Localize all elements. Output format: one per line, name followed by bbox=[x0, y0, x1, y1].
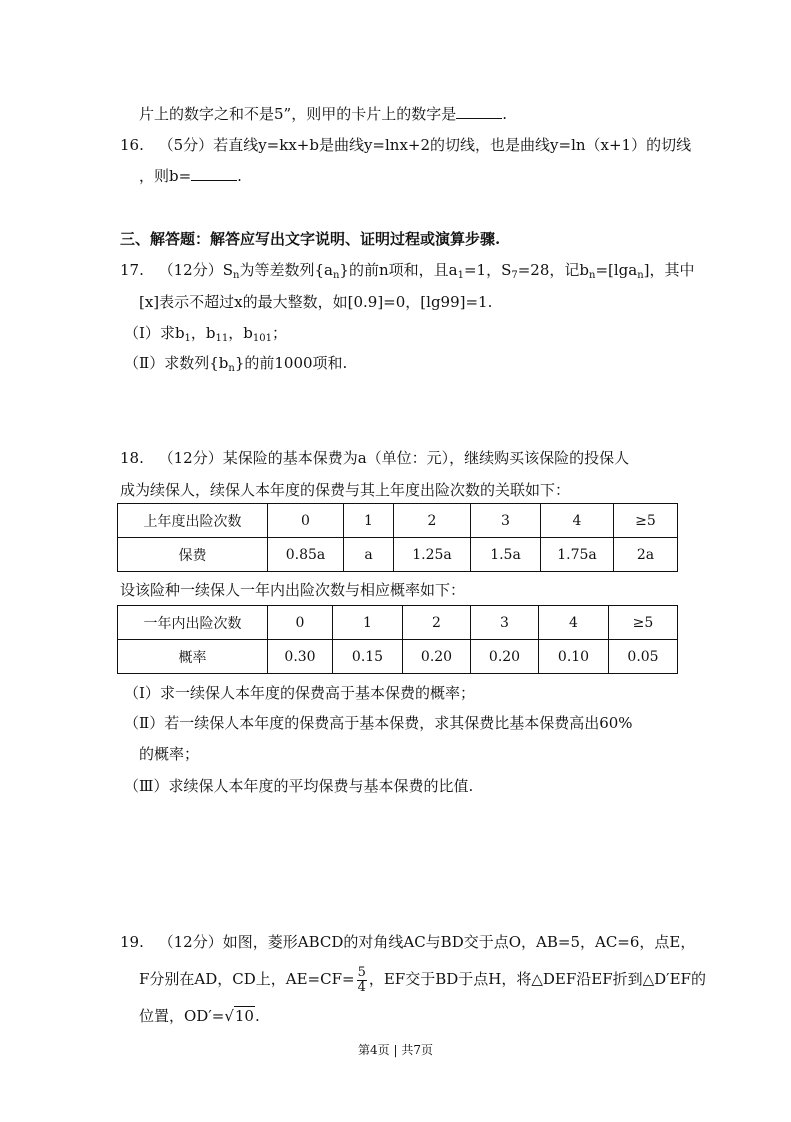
table-cell: 0 bbox=[268, 606, 333, 640]
probability-table bbox=[117, 605, 678, 674]
q18-line1: 18. （12分）某保险的基本保费为a（单位：元），继续购买该保险的投保人 bbox=[120, 449, 630, 467]
table-cell: 4 bbox=[539, 606, 609, 640]
sqrt-symbol: √10 bbox=[224, 1007, 254, 1025]
q18-part2-cont: 的概率； bbox=[139, 745, 200, 763]
table-cell: ≥5 bbox=[609, 606, 678, 640]
table-cell: 1.75a bbox=[541, 538, 614, 572]
q18-part2: （Ⅱ）若一续保人本年度的保费高于基本保费，求其保费比基本保费高出60% bbox=[124, 714, 633, 732]
table-cell: 0.30 bbox=[268, 640, 333, 674]
table-cell: 保费 bbox=[118, 538, 268, 572]
table-cell: 2 bbox=[403, 606, 471, 640]
answer-blank bbox=[456, 104, 502, 119]
table-cell: 1.5a bbox=[471, 538, 541, 572]
table-cell: 2a bbox=[614, 538, 678, 572]
table-cell: 一年内出险次数 bbox=[118, 606, 268, 640]
q18-part3: （Ⅲ）求续保人本年度的平均保费与基本保费的比值. bbox=[124, 777, 474, 795]
table-cell: 1 bbox=[333, 606, 403, 640]
page-footer: 第4页 | 共7页 bbox=[358, 1043, 433, 1057]
table-row bbox=[118, 606, 678, 640]
answer-blank bbox=[191, 166, 237, 181]
table-cell: 0 bbox=[268, 504, 344, 538]
premium-table bbox=[117, 503, 678, 572]
table-cell: 2 bbox=[394, 504, 471, 538]
table-cell: 0.10 bbox=[539, 640, 609, 674]
table-cell: ≥5 bbox=[614, 504, 678, 538]
table-cell: 0.20 bbox=[471, 640, 539, 674]
table-cell: 上年度出险次数 bbox=[118, 504, 268, 538]
table-cell: a bbox=[344, 538, 394, 572]
q19-line3: 位置，OD′=√10. bbox=[139, 1007, 260, 1025]
table-cell: 3 bbox=[471, 504, 541, 538]
table-cell: 0.15 bbox=[333, 640, 403, 674]
table-cell: 4 bbox=[541, 504, 614, 538]
table-cell: 1 bbox=[344, 504, 394, 538]
table-cell: 0.20 bbox=[403, 640, 471, 674]
q17-part2: （Ⅱ）求数列$\{b_n\}$的前1000项和. bbox=[124, 354, 348, 374]
table-row bbox=[118, 538, 678, 572]
table-cell: 0.85a bbox=[268, 538, 344, 572]
q18-part1: （Ⅰ）求一续保人本年度的保费高于基本保费的概率； bbox=[124, 684, 475, 702]
table-row bbox=[118, 504, 678, 538]
fraction: $\frac{5}{4}$ bbox=[357, 964, 366, 995]
table-row bbox=[118, 640, 678, 674]
q16-line1: 16. （5分）若直线y=kx+b是曲线y=lnx+2的切线，也是曲线y=ln（x+1）的切线 bbox=[120, 136, 692, 154]
table-cell: 概率 bbox=[118, 640, 268, 674]
q19-line2: F分别在AD，CD上，AE=CF= $\frac{5}{4}$ ，EF交于BD于点H，将△DEF沿EF折到△D′EF的 bbox=[139, 964, 706, 995]
section-heading: 三、解答题：解答应写出文字说明、证明过程或演算步骤. bbox=[120, 230, 501, 248]
q17-line1: 17. （12分）$S_n$为等差数列$\{a_n\}$的前n项和，且$a_1=1$，$S_7=28$，记$b_n=[\lg a_n]$，其中 bbox=[120, 261, 695, 281]
q15-tail: 片上的数字之和不是5”，则甲的卡片上的数字是 . bbox=[139, 105, 507, 123]
q17-line2: [x]表示不超过x的最大整数，如[0.9]=0，[lg99]=1. bbox=[139, 293, 493, 311]
q18-mid: 设该险种一续保人一年内出险次数与相应概率如下： bbox=[120, 581, 466, 599]
q19-line1: 19. （12分）如图，菱形ABCD的对角线AC与BD交于点O，AB=5，AC=6，点E， bbox=[120, 933, 696, 951]
q18-line2: 成为续保人，续保人本年度的保费与其上年度出险次数的关联如下： bbox=[120, 481, 571, 499]
q17-part1: （Ⅰ）求$b_1$，$b_{11}$，$b_{101}$； bbox=[124, 324, 287, 344]
table-cell: 3 bbox=[471, 606, 539, 640]
table-cell: 0.05 bbox=[609, 640, 678, 674]
table-cell: 1.25a bbox=[394, 538, 471, 572]
q16-line2: ，则b= . bbox=[139, 167, 242, 185]
